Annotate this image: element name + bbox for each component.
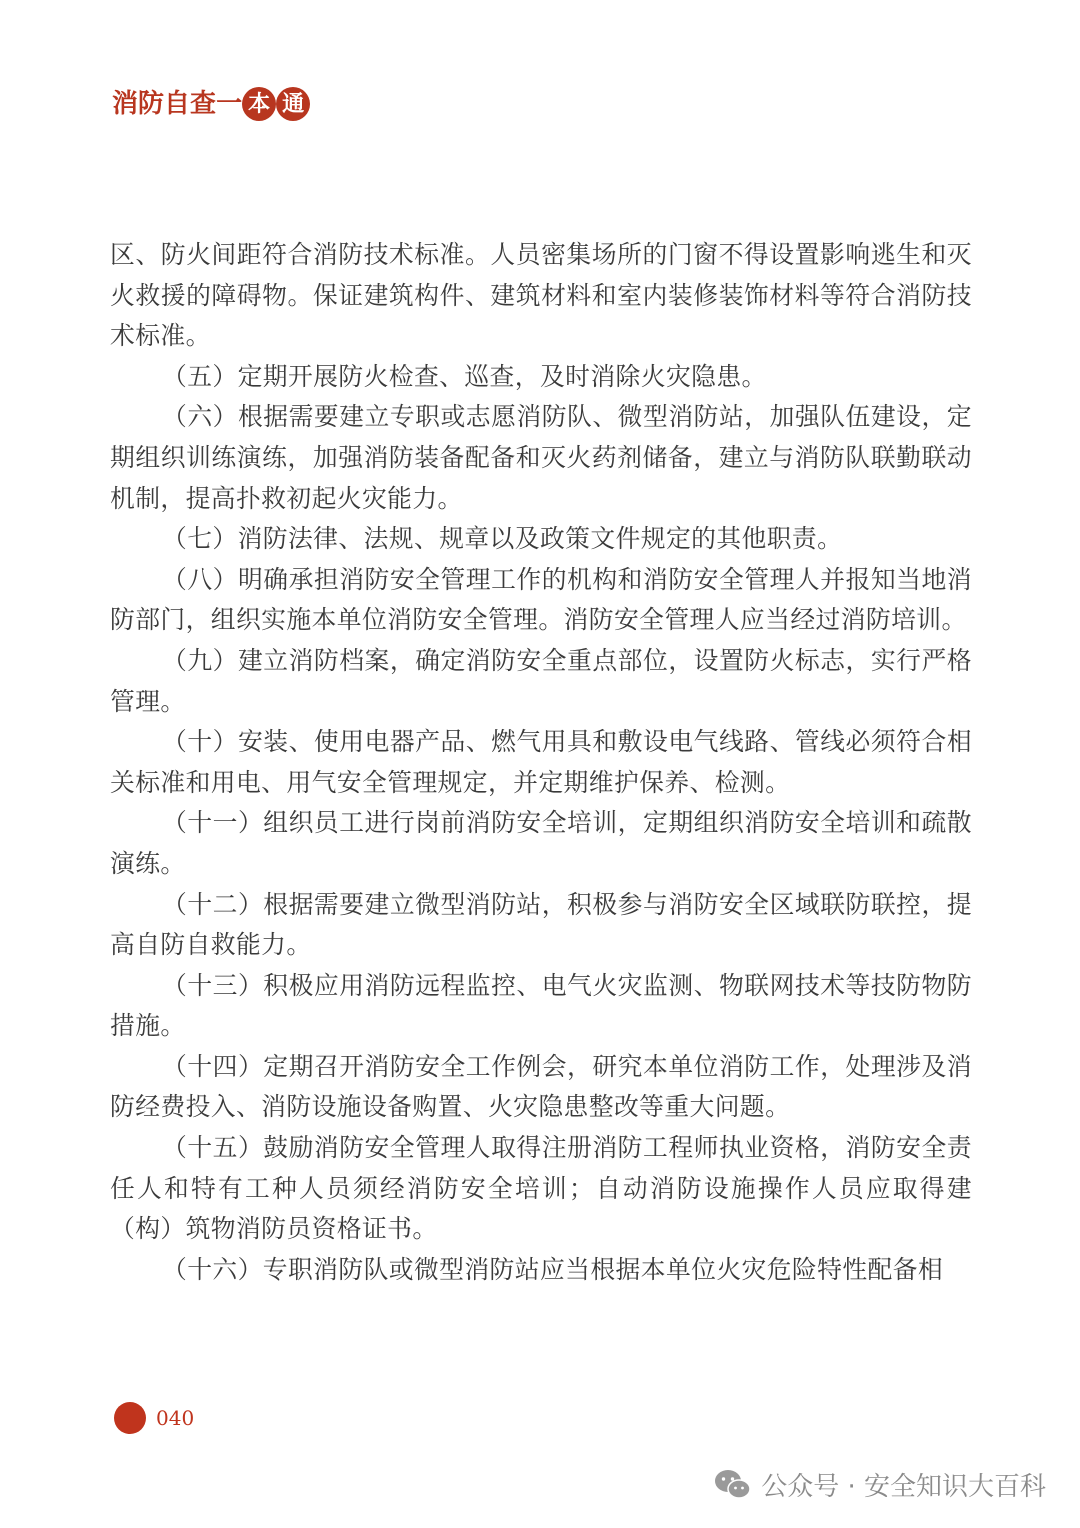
book-header — [112, 86, 310, 122]
paragraph: （七）消防法律、法规、规章以及政策文件规定的其他职责。 — [162, 524, 843, 554]
page-footer — [114, 1402, 194, 1434]
paragraph: （十）安装、使用电器产品、燃气用具和敷设电气线路、管线必须符合相关标准和用电、用气安全管理规定，并定期维护保养、检测。 — [110, 727, 972, 797]
paragraph: （十二）根据需要建立微型消防站，积极参与消防安全区域联防联控，提高自防自救能力。 — [110, 889, 972, 960]
page-body — [110, 235, 972, 1290]
watermark-text: 公众号 · 安全知识大百科 — [761, 1472, 1046, 1502]
header-char: 消 — [112, 89, 139, 119]
paragraph: （九）建立消防档案，确定消防安全重点部位，设置防火标志，实行严格管理。 — [110, 645, 972, 716]
paragraph: （六）根据需要建立专职或志愿消防队、微型消防站，加强队伍建设，定期组织训练演练，加强消防装备配备和灭火药剂储备，建立与消防队联勤联动机制，提高扑救初起火灾能力。 — [110, 402, 972, 513]
header-char: 查 — [190, 89, 217, 119]
page-dot-icon — [114, 1402, 146, 1434]
header-char-circled: 通 — [276, 87, 310, 121]
paragraph: 区、防火间距符合消防技术标准。人员密集场所的门窗不得设置影响逃生和灭火救援的障碍物。保证建筑构件、建筑材料和室内装修装饰材料等符合消防技术标准。 — [110, 240, 972, 351]
paragraph: （五）定期开展防火检查、巡查，及时消除火灾隐患。 — [162, 361, 767, 391]
header-char: 自 — [164, 89, 191, 119]
header-char: 一 — [216, 89, 243, 119]
header-char-circled: 本 — [242, 87, 276, 121]
paragraph: （十三）积极应用消防远程监控、电气火灾监测、物联网技术等技防物防措施。 — [110, 970, 972, 1041]
header-char: 防 — [138, 89, 165, 119]
paragraph: （八）明确承担消防安全管理工作的机构和消防安全管理人并报知当地消防部门，组织实施本单位消防安全管理。消防安全管理人应当经过消防培训。 — [110, 564, 972, 635]
paragraph: （十四）定期召开消防安全工作例会，研究本单位消防工作，处理涉及消防经费投入、消防设施设备购置、火灾隐患整改等重大问题。 — [110, 1051, 972, 1122]
paragraph: （十五）鼓励消防安全管理人取得注册消防工程师执业资格，消防安全责任人和特有工种人员须经消防安全培训；自动消防设施操作人员应取得建（构）筑物消防员资格证书。 — [110, 1133, 972, 1244]
page-number: 040 — [156, 1406, 195, 1430]
watermark — [713, 1466, 1046, 1503]
wechat-icon — [713, 1468, 753, 1502]
paragraph: （十六）专职消防队或微型消防站应当根据本单位火灾危险特性配备相 — [162, 1254, 944, 1284]
paragraph: （十一）组织员工进行岗前消防安全培训，定期组织消防安全培训和疏散演练。 — [110, 808, 972, 878]
